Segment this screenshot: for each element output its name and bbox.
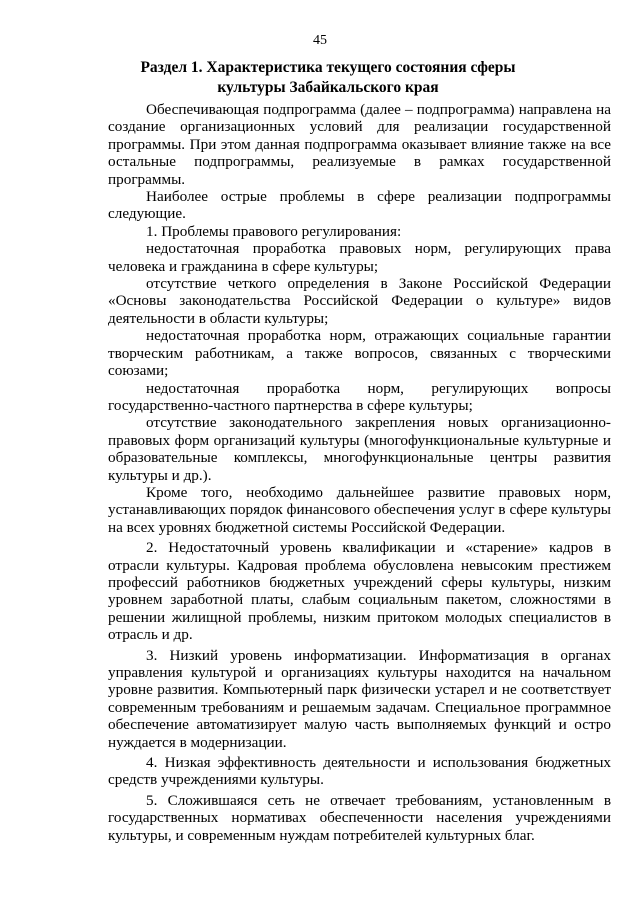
paragraph: отсутствие четкого определения в Законе Российской Федерации «Основы законодательства Российской Федерации о культуре» видов деятельности в области культуры; [108, 275, 611, 327]
paragraph: 1. Проблемы правового регулирования: [146, 222, 402, 240]
paragraph: 4. Низкая эффективность деятельности и использования бюджетных средств учреждениями культуры. [108, 754, 611, 789]
paragraph: недостаточная проработка норм, регулирующих вопросы государственно-частного партнерства в сфере культуры; [108, 379, 611, 414]
paragraph: Наиболее острые проблемы в сфере реализации подпрограммы следующие. [108, 188, 611, 223]
paragraph: отсутствие законодательного закрепления новых организационно-правовых форм организаций культуры (многофункциональные культурные и образовательные комплексы, многофункциональные центры развития культуры и др.). [108, 414, 611, 484]
paragraph: Обеспечивающая подпрограмма (далее – подпрограмма) направлена на создание организационных условий для реализации государственной программы. При этом данная подпрограмма оказывает влияние также на все остальные подпрограммы, реализуемые в рамках государственной программы. [108, 101, 611, 188]
document-body [108, 101, 611, 844]
paragraph: 5. Сложившаяся сеть не отвечает требованиям, установленным в государственных нормативах обеспеченности населения учреждениями культуры, и современным нуждам потребителей культурных благ. [108, 791, 611, 844]
page-number: 45 [313, 33, 327, 48]
paragraph: 2. Недостаточный уровень квалификации и «старение» кадров в отрасли культуры. Кадровая проблема обусловлена невысоким престижем профессий работников бюджетных учреждений сферы культуры, низким уровнем заработной платы, слабым социальным пакетом, сложностями в решении жилищной проблемы, низким притоком молодых специалистов в отрасль и др. [108, 539, 611, 644]
paragraph: Кроме того, необходимо дальнейшее развитие правовых норм, устанавливающих порядок финансового обеспечения услуг в сфере культуры на всех уровнях бюджетной системы Российской Федерации. [108, 483, 611, 536]
paragraph: недостаточная проработка правовых норм, регулирующих права человека и гражданина в сфере культуры; [108, 240, 611, 275]
paragraph: недостаточная проработка норм, отражающих социальные гарантии творческим работникам, а также вопросов, связанных с творческими союзами; [108, 327, 611, 380]
paragraph: 3. Низкий уровень информатизации. Информатизация в органах управления культурой и организациях культуры находится на начальном уровне развития. Компьютерный парк физически устарел и не соответствует современным требованиям и решаемым задачам. Специальное программное обеспечение автоматизирует малую часть выполняемых функций и остро нуждается в модернизации. [108, 646, 611, 751]
section-heading: Раздел 1. Характеристика текущего состояния сферы культуры Забайкальского края [140, 59, 516, 96]
